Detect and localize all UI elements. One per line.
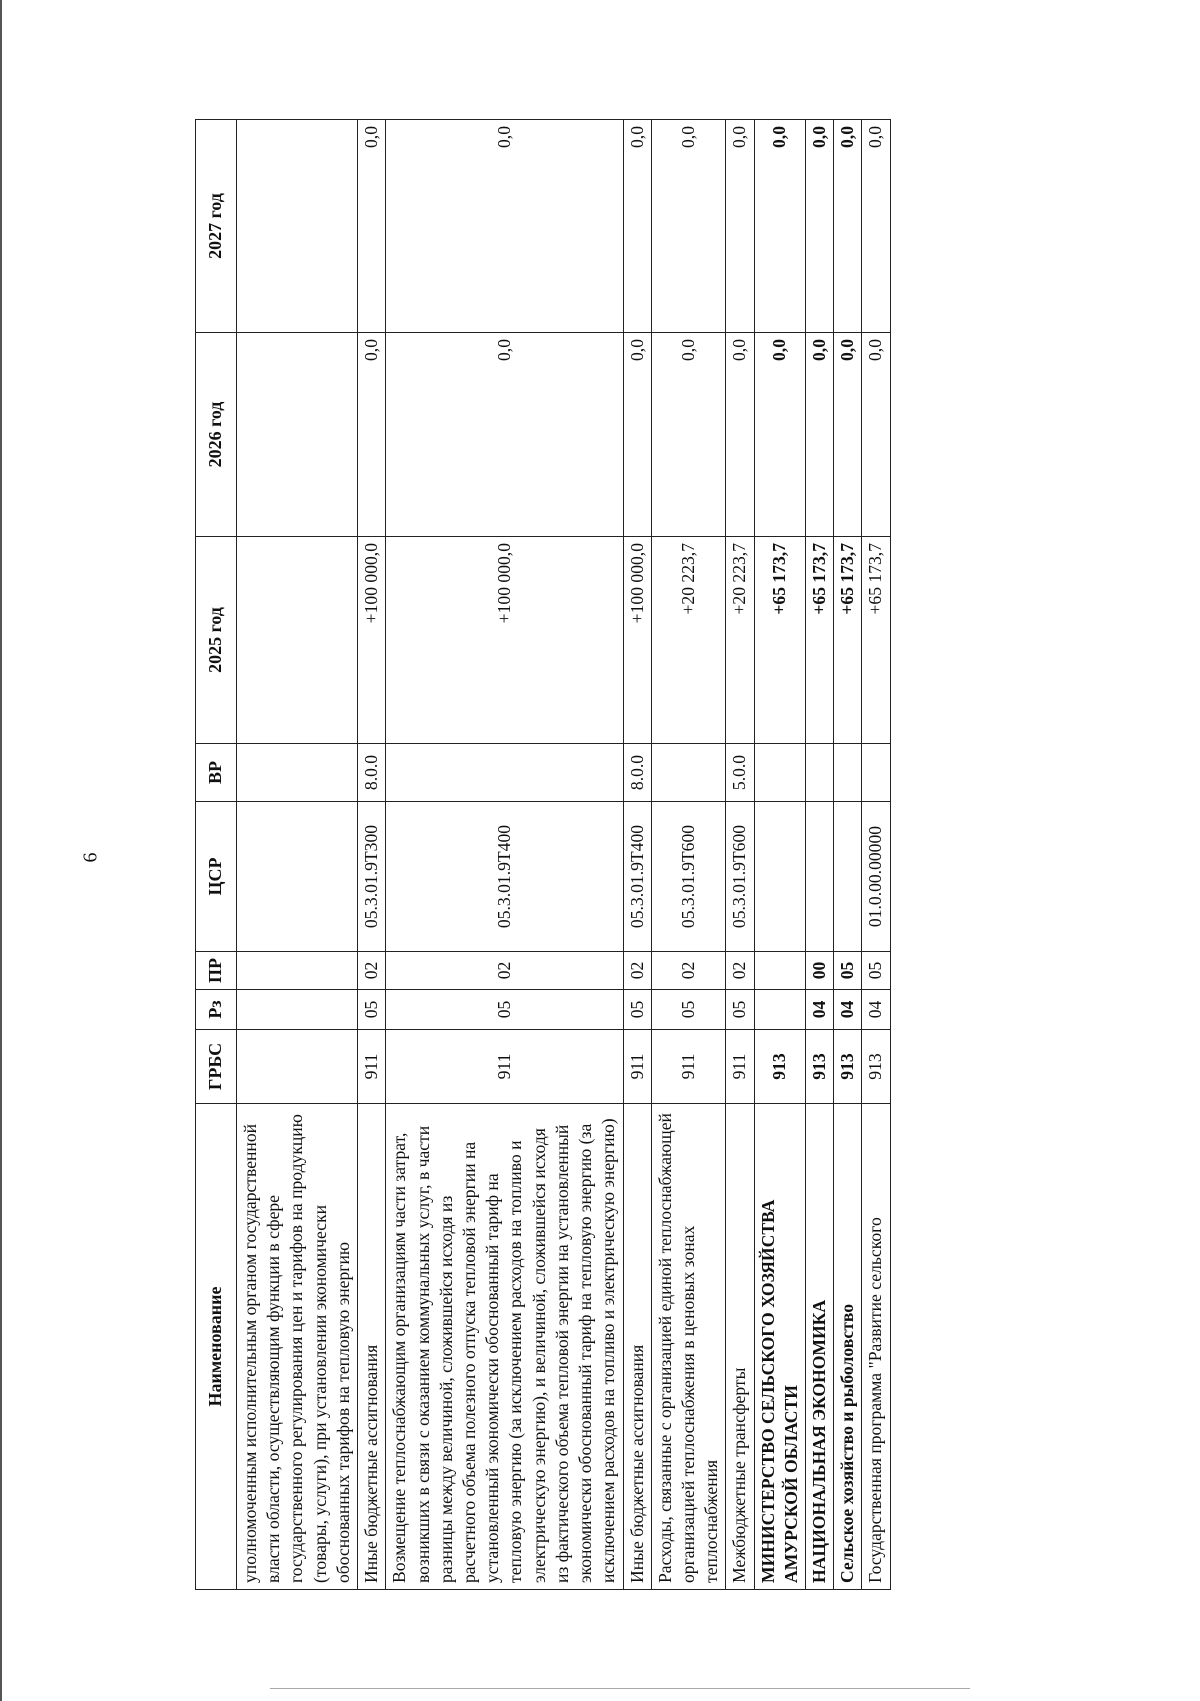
row-pr: 00	[806, 952, 834, 990]
row-vr	[237, 744, 358, 802]
header-name: Наименование	[196, 1104, 237, 1590]
row-pr: 02	[386, 952, 623, 990]
row-2027	[237, 120, 358, 333]
scan-edge-line	[0, 0, 2, 1701]
row-2027: 0,0	[623, 120, 651, 333]
row-name: МИНИСТЕРСТВО СЕЛЬСКОГО ХОЗЯЙСТВА АМУРСКОЙ ОБЛАСТИ	[754, 1104, 805, 1590]
row-vr: 8.0.0	[623, 744, 651, 802]
table-row	[806, 120, 834, 1590]
header-2025: 2025 год	[196, 537, 237, 744]
row-name: Возмещение теплоснабжающим организациям части затрат, возникших в связи с оказанием коммунальных услуг, в части разницы между величиной, сложившейся исходя из расчетного объема полезного отпуска тепловой энергии на установленный экономически обоснованный тариф на тепловую энергию (за исключением расходов на топливо и электрическую энергию), и величиной, сложившейся исходя из фактического объема тепловой энергии на установленный экономически обоснованный тариф на тепловую энергию (за исключением расходов на топливо и электрическую энергию)	[386, 1104, 623, 1590]
row-2027: 0,0	[386, 120, 623, 333]
row-grbs: 911	[358, 1030, 386, 1104]
row-rz: 05	[623, 990, 651, 1030]
row-rz	[237, 990, 358, 1030]
row-grbs: 913	[754, 1030, 805, 1104]
row-grbs: 911	[726, 1030, 754, 1104]
header-grbs: ГРБС	[196, 1030, 237, 1104]
row-2027: 0,0	[834, 120, 862, 333]
row-csr: 05.3.01.9Т400	[386, 802, 623, 952]
row-2025: +100 000,0	[358, 537, 386, 744]
scan-edge-line-bottom	[270, 1688, 970, 1689]
row-2026: 0,0	[651, 333, 726, 537]
table-row	[834, 120, 862, 1590]
row-name: уполномоченным исполнительным органом государственной власти области, осуществляющим функции в сфере государственного регулирования цен и тарифов на продукцию (товары, услуги), при установлении экономически обоснованных тарифов на тепловую энергию	[237, 1104, 358, 1590]
row-rz: 05	[726, 990, 754, 1030]
row-name: Сельское хозяйство и рыболовство	[834, 1104, 862, 1590]
row-csr	[754, 802, 805, 952]
row-2026: 0,0	[754, 333, 805, 537]
table-row	[386, 120, 623, 1590]
row-2027: 0,0	[862, 120, 890, 333]
header-2026: 2026 год	[196, 333, 237, 537]
row-pr: 02	[358, 952, 386, 990]
row-csr: 01.0.00.00000	[862, 802, 890, 952]
row-pr: 05	[862, 952, 890, 990]
row-2025: +65 173,7	[834, 537, 862, 744]
row-2026: 0,0	[806, 333, 834, 537]
row-rz	[754, 990, 805, 1030]
table-row	[651, 120, 726, 1590]
row-2025: +20 223,7	[651, 537, 726, 744]
row-name: Государственная программа "Развитие сельского	[862, 1104, 890, 1590]
row-rz: 05	[358, 990, 386, 1030]
row-pr: 02	[623, 952, 651, 990]
row-vr	[386, 744, 623, 802]
row-2027: 0,0	[806, 120, 834, 333]
header-pr: ПР	[196, 952, 237, 990]
row-rz: 04	[862, 990, 890, 1030]
row-pr: 02	[726, 952, 754, 990]
row-csr	[806, 802, 834, 952]
row-csr: 05.3.01.9Т600	[726, 802, 754, 952]
row-2026: 0,0	[862, 333, 890, 537]
row-vr	[754, 744, 805, 802]
table-row	[754, 120, 805, 1590]
table-row	[726, 120, 754, 1590]
row-pr: 02	[651, 952, 726, 990]
row-pr	[237, 952, 358, 990]
row-pr	[754, 952, 805, 990]
header-csr: ЦСР	[196, 802, 237, 952]
row-grbs: 913	[862, 1030, 890, 1104]
row-grbs: 911	[623, 1030, 651, 1104]
rotated-table-container	[195, 120, 1055, 1590]
row-csr: 05.3.01.9Т400	[623, 802, 651, 952]
row-2027: 0,0	[651, 120, 726, 333]
row-vr	[806, 744, 834, 802]
row-name: Межбюджетные трансферты	[726, 1104, 754, 1590]
row-csr: 05.3.01.9Т600	[651, 802, 726, 952]
row-grbs: 913	[806, 1030, 834, 1104]
row-2025: +100 000,0	[386, 537, 623, 744]
row-2026: 0,0	[358, 333, 386, 537]
row-vr: 5.0.0	[726, 744, 754, 802]
row-grbs	[237, 1030, 358, 1104]
row-2025: +65 173,7	[754, 537, 805, 744]
row-rz: 04	[834, 990, 862, 1030]
row-2025: +65 173,7	[862, 537, 890, 744]
table-header-row	[196, 120, 237, 1590]
row-rz: 05	[651, 990, 726, 1030]
row-csr: 05.3.01.9Т300	[358, 802, 386, 952]
budget-table	[195, 119, 891, 1590]
row-vr: 8.0.0	[358, 744, 386, 802]
row-name: Иные бюджетные ассигнования	[623, 1104, 651, 1590]
row-pr: 05	[834, 952, 862, 990]
header-vr: ВР	[196, 744, 237, 802]
row-name: НАЦИОНАЛЬНАЯ ЭКОНОМИКА	[806, 1104, 834, 1590]
row-grbs: 911	[386, 1030, 623, 1104]
row-rz: 05	[386, 990, 623, 1030]
table-row	[623, 120, 651, 1590]
row-2027: 0,0	[726, 120, 754, 333]
table-row	[862, 120, 890, 1590]
row-vr	[834, 744, 862, 802]
row-2026	[237, 333, 358, 537]
row-2026: 0,0	[623, 333, 651, 537]
row-vr	[651, 744, 726, 802]
row-2027: 0,0	[754, 120, 805, 333]
row-name: Иные бюджетные ассигнования	[358, 1104, 386, 1590]
row-2026: 0,0	[726, 333, 754, 537]
row-2026: 0,0	[834, 333, 862, 537]
page-number: 6	[79, 852, 102, 863]
row-grbs: 911	[651, 1030, 726, 1104]
header-2027: 2027 год	[196, 120, 237, 333]
row-csr	[834, 802, 862, 952]
row-name: Расходы, связанные с организацией единой теплоснабжающей организацией теплоснабжения в ценовых зонах теплоснабжения	[651, 1104, 726, 1590]
table-row	[358, 120, 386, 1590]
row-2025	[237, 537, 358, 744]
row-2027: 0,0	[358, 120, 386, 333]
table-row	[237, 120, 358, 1590]
row-2026: 0,0	[386, 333, 623, 537]
row-csr	[237, 802, 358, 952]
row-rz: 04	[806, 990, 834, 1030]
row-2025: +20 223,7	[726, 537, 754, 744]
row-2025: +100 000,0	[623, 537, 651, 744]
row-2025: +65 173,7	[806, 537, 834, 744]
header-rz: Рз	[196, 990, 237, 1030]
row-vr	[862, 744, 890, 802]
row-grbs: 913	[834, 1030, 862, 1104]
